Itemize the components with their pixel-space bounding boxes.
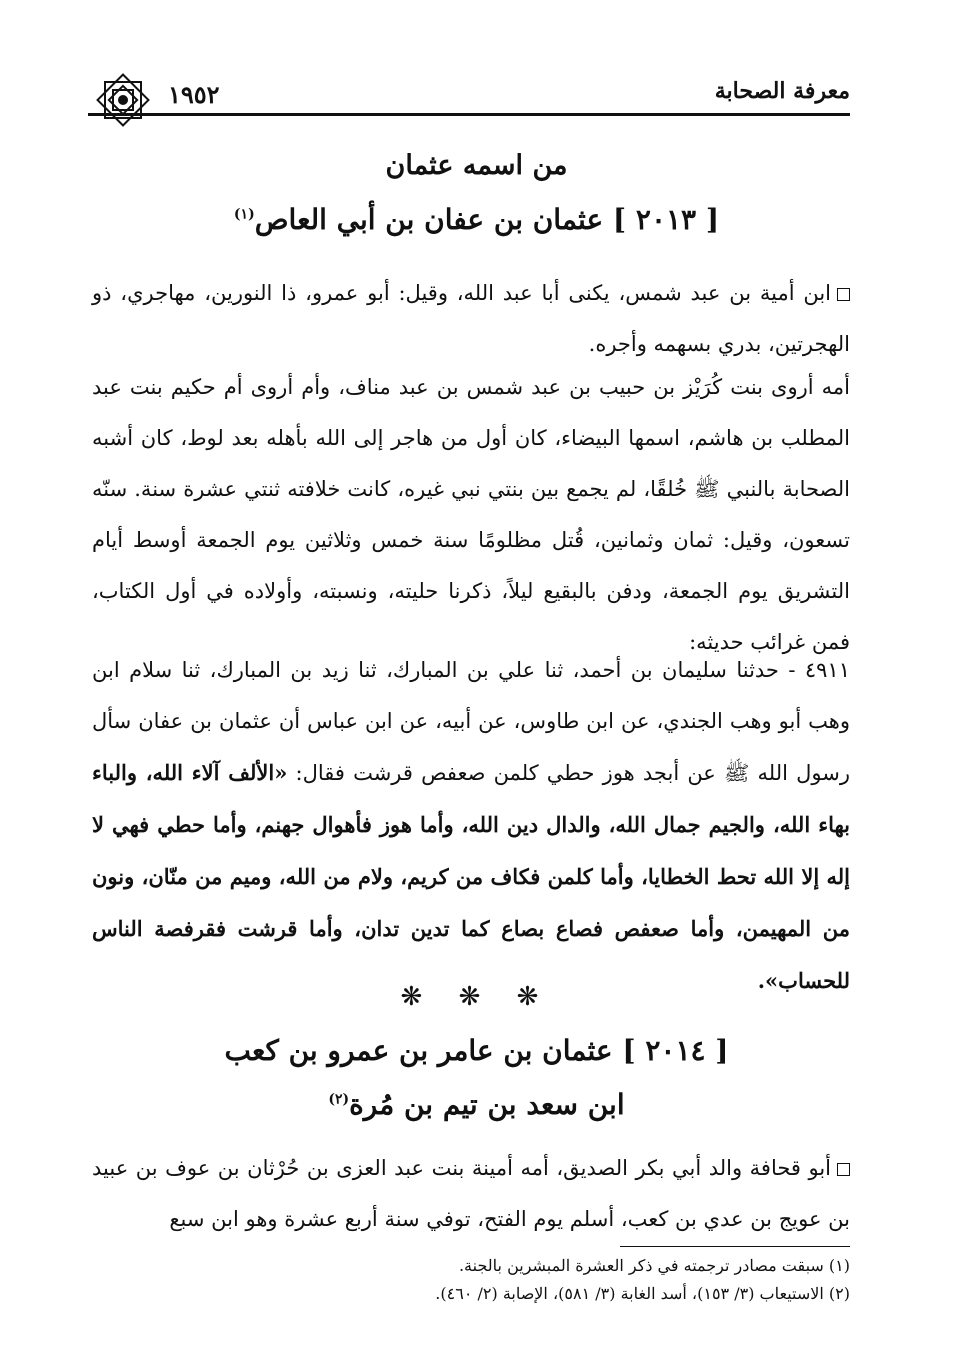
footnotes: [92, 1252, 850, 1308]
entry-heading-2013: [0, 203, 953, 236]
paragraph-text: أمه أروى بنت كُرَيْز بن حبيب بن عبد شمس بن عبد مناف، وأم أروى أم حكيم بنت عبد المطلب بن هاشم، اسمها البيضاء، كان أول من هاجر إلى الله بأهله بعد لوط، كان أشبه الصحابة بالنبي ﷺ خُلقًا، لم يجمع بين بنتي نبي غيره، كانت خلافته ثنتي عشرة سنة. سنّه تسعون، وقيل: ثمان وثمانين، قُتل مظلومًا سنة خمس وثلاثين يوم الجمعة أوسط أيام التشريق يوم الجمعة، ودفن بالبقيع ليلاً، ذكرنا حليته، ونسبته، وأولاده في أول الكتاب، فمن غرائب حديثه:: [92, 375, 850, 654]
square-marker-icon: [837, 288, 850, 301]
octagram-ornament-icon: [88, 70, 158, 130]
entry-paragraph: [92, 268, 850, 370]
paragraph-text: ابن أمية بن عبد شمس، يكنى أبا عبد الله، وقيل: أبو عمرو، ذا النورين، مهاجري، ذو الهجرتين، بدري بسهمه وأجره.: [92, 281, 850, 356]
page-header: [88, 70, 850, 114]
entry-heading-2014: [0, 1034, 953, 1067]
page-number: ١٩٥٢: [168, 80, 220, 109]
entry-heading-text: [ ٢٠١٤ ] عثمان بن عامر بن عمرو بن كعب: [224, 1034, 729, 1067]
hadith-paragraph: [92, 645, 850, 1007]
footnote-2: (٢) الاستيعاب (٣/ ١٥٣)، أسد الغابة (٣/ ٥٨١)، الإصابة (٢/ ٤٦٠).: [435, 1284, 850, 1303]
hadith-chain-text: ٤٩١١ - حدثنا سليمان بن أحمد، ثنا علي بن المبارك، ثنا زيد بن المبارك، ثنا سلام ابن وهب أبو وهب الجندي، عن ابن طاوس، عن أبيه، عن ابن عباس أن عثمان بن عفان سأل رسول الله ﷺ عن أبجد هوز حطي كلمن صعفص قرشت فقال:: [92, 658, 850, 785]
running-title: معرفة الصحابة: [714, 78, 850, 104]
section-heading: من اسمه عثمان: [385, 150, 568, 181]
footnote-divider: [620, 1246, 850, 1247]
section-separator: ❋ ❋ ❋: [400, 982, 553, 1012]
entry-heading-2014-continued: [0, 1088, 953, 1121]
entry-paragraph: [92, 362, 850, 668]
paragraph-text: أبو قحافة والد أبي بكر الصديق، أمه أمينة بنت عبد العزى بن حُرْثان بن عوف بن عبيد بن عويج بن عدي بن كعب، أسلم يوم الفتح، توفي سنة أربع عشرة وهو ابن سبع: [92, 1156, 850, 1231]
header-divider: [88, 113, 850, 116]
entry-heading-text: ابن سعد بن تيم بن مُرة: [349, 1088, 625, 1121]
entry-paragraph: [92, 1143, 850, 1245]
hadith-matn-text: «الألف آلاء الله، والباء بهاء الله، والجيم جمال الله، والدال دين الله، وأما هوز فأهوال جهنم، وأما حطي فهي لا إله إلا الله تحط الخطايا، وأما كلمن فكاف من كريم، ولام من الله، وميم من منّان، ونون من المهيمن، وأما صعفص فصاع بصاع كما تدين تدان، وأما قرشت فقرفصة الناس للحساب».: [92, 760, 850, 993]
square-marker-icon: [837, 1163, 850, 1176]
footnote-1: (١) سبقت مصادر ترجمته في ذكر العشرة المبشرين بالجنة.: [458, 1256, 850, 1275]
footnote-ref: (١): [233, 206, 255, 223]
footnote-ref: (٢): [328, 1091, 350, 1108]
entry-heading-text: [ ٢٠١٣ ] عثمان بن عفان بن أبي العاص: [254, 203, 720, 236]
